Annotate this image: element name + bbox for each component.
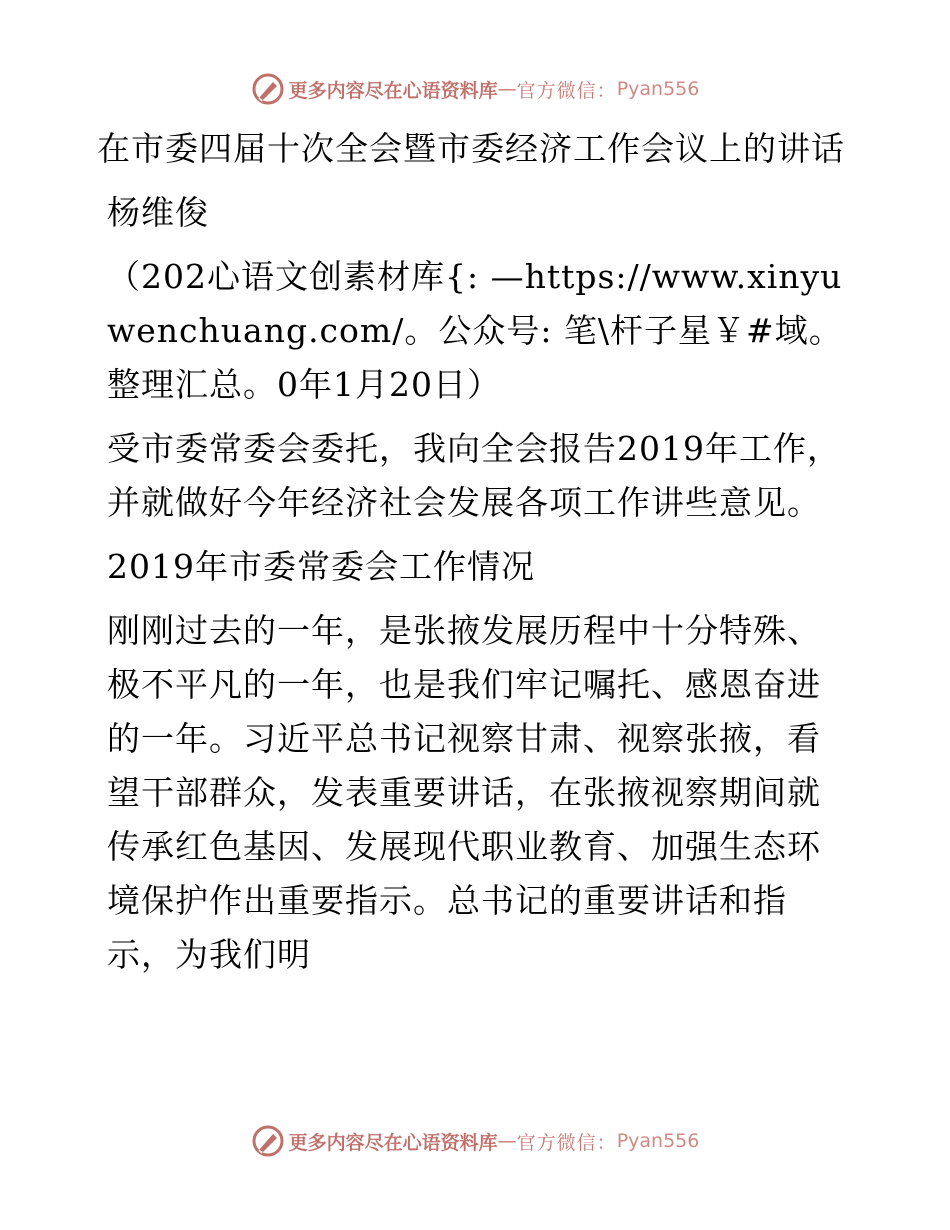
- watermark-dash: —: [497, 78, 517, 100]
- watermark-brand: 更多内容尽在心语资料库: [288, 1131, 498, 1154]
- body-paragraph: 刚刚过去的一年，是张掖发展历程中十分特殊、极不平凡的一年，也是我们牢记嘱托、感恩奋进的一年。习近平总书记视察甘肃、视察张掖，看望干部群众，发表重要讲话，在张掖视察期间就传承红色基因、发展现代职业教育、加强生态环境保护作出重要指示。总书记的重要讲话和指示，为我们明: [107, 611, 821, 974]
- watermark-label: 官方微信：: [516, 1131, 617, 1154]
- pen-nib-logo-icon: [251, 1124, 285, 1158]
- document-title: 在市委四届十次全会暨市委经济工作会议上的讲话: [97, 129, 845, 168]
- pen-nib-logo-icon: [251, 72, 285, 106]
- intro-paragraph: 受市委常委会委托，我向全会报告2019年工作，并就做好今年经济社会发展各项工作讲些意见。: [107, 429, 841, 522]
- watermark-dash: —: [497, 1130, 517, 1152]
- source-note: （202心语文创素材库{: —https://www.xinyuwenchuang.com/。公众号: 笔\杆子星￥#域。整理汇总。0年1月20日）: [107, 257, 843, 404]
- section-heading: 2019年市委常委会工作情况: [107, 547, 535, 586]
- watermark-brand: 更多内容尽在心语资料库: [288, 79, 498, 102]
- document-author: 杨维俊: [107, 193, 209, 232]
- watermark-id: Pyan556: [616, 1130, 700, 1152]
- document-body: [97, 122, 852, 982]
- watermark-header: [0, 72, 950, 106]
- watermark-label: 官方微信：: [516, 79, 617, 102]
- watermark-id: Pyan556: [616, 78, 700, 100]
- watermark-footer: [0, 1124, 950, 1158]
